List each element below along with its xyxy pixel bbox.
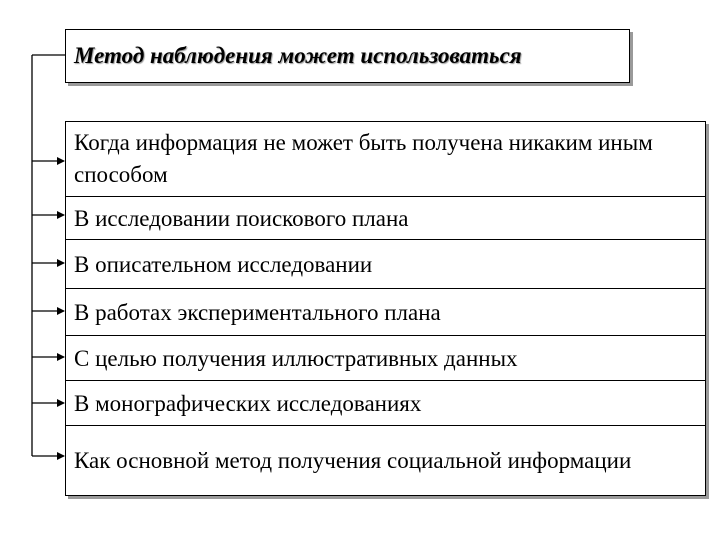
list-item-text: Как основной метод получения социальной информации bbox=[74, 447, 632, 473]
list-item-no-other-way bbox=[65, 121, 706, 196]
list-item-text: В монографических исследованиях bbox=[74, 390, 422, 416]
list-item-text: В работах экспериментального плана bbox=[74, 299, 441, 325]
list-item-text: В исследовании поискового плана bbox=[74, 205, 409, 231]
list-item-text: В описательном исследовании bbox=[74, 251, 373, 277]
list-item-main-method bbox=[65, 425, 706, 496]
diagram-title-box bbox=[65, 29, 630, 83]
list-item-illustrative-data bbox=[65, 335, 706, 380]
list-item-text: С целью получения иллюстративных данных bbox=[74, 345, 518, 371]
list-item-descriptive-research bbox=[65, 239, 706, 288]
list-item-experimental-research bbox=[65, 288, 706, 335]
list-item-monographic-research bbox=[65, 380, 706, 425]
list-item-text: Когда информация не может быть получена никаким иным способом bbox=[74, 130, 653, 187]
diagram-title: Метод наблюдения может использоваться bbox=[74, 43, 522, 68]
list-item-exploratory-research bbox=[65, 196, 706, 239]
